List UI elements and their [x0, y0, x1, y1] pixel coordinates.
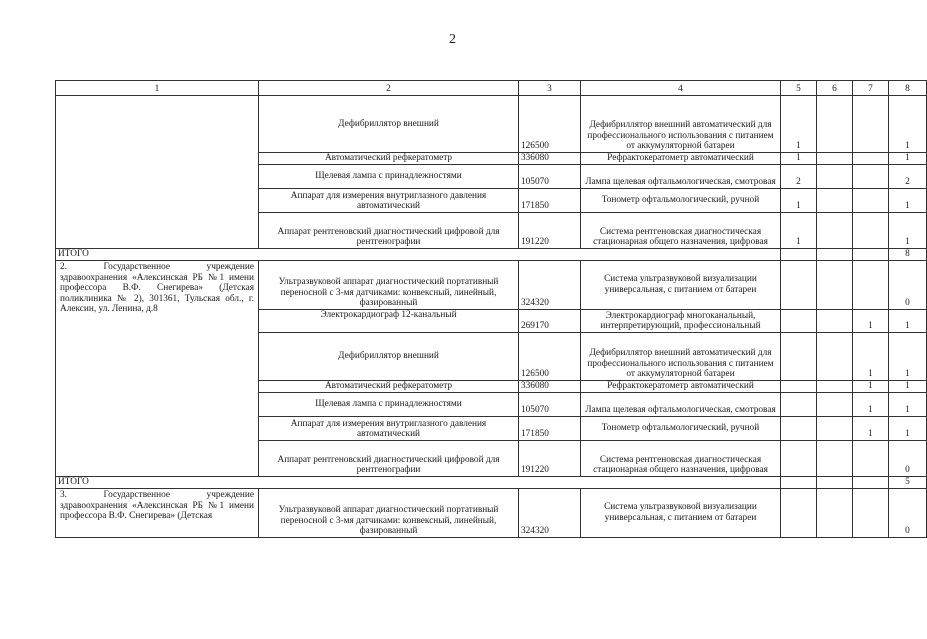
- qty-col6: [817, 165, 853, 189]
- equipment-code: 126500: [519, 333, 581, 381]
- equipment-name: Аппарат для измерения внутриглазного давления автоматический: [259, 189, 519, 213]
- equipment-code: 336080: [519, 153, 581, 165]
- equipment-name: Дефибриллятор внешний: [259, 96, 519, 153]
- header-cell: 4: [581, 81, 781, 96]
- organization-cell: [56, 96, 259, 249]
- organization-cell: 3. Государственное учреждение здравоохранения «Алексинская РБ №1 имени профессора В.Ф. Снегирева» (Детская: [56, 489, 259, 538]
- equipment-code: 191220: [519, 213, 581, 249]
- qty-col7: [853, 165, 889, 189]
- equipment-name: Ультразвуковой аппарат диагностический портативный переносной с 3-мя датчиками: конвексный, линейный, фазированный: [259, 261, 519, 310]
- qty-col6: [817, 333, 853, 381]
- qty-col5: [781, 261, 817, 310]
- equipment-description: Дефибриллятор внешний автоматический для профессионального использования с питанием от аккумуляторной батареи: [581, 96, 781, 153]
- qty-col5: [781, 310, 817, 333]
- qty-col6: [817, 489, 853, 538]
- equipment-description: Электрокардиограф многоканальный, интерпретирующий, профессиональный: [581, 310, 781, 333]
- header-cell: 8: [889, 81, 927, 96]
- equipment-code: 171850: [519, 189, 581, 213]
- qty-col6: [817, 153, 853, 165]
- qty-col6: [817, 96, 853, 153]
- equipment-description: Рефрактокератометр автоматический: [581, 153, 781, 165]
- qty-col6: [817, 441, 853, 477]
- qty-col7: 1: [853, 310, 889, 333]
- qty-col8: 0: [889, 441, 927, 477]
- total-col7: [853, 249, 889, 261]
- table-header-row: [56, 81, 927, 96]
- qty-col8: 1: [889, 213, 927, 249]
- total-col5: [781, 477, 817, 489]
- qty-col5: [781, 333, 817, 381]
- qty-col6: [817, 381, 853, 393]
- qty-col7: 1: [853, 381, 889, 393]
- equipment-code: 336080: [519, 381, 581, 393]
- equipment-description: Дефибриллятор внешний автоматический для профессионального использования с питанием от аккумуляторной батареи: [581, 333, 781, 381]
- total-row: [56, 477, 927, 489]
- total-label: ИТОГО: [56, 249, 781, 261]
- equipment-name: Электрокардиограф 12-канальный: [259, 310, 519, 333]
- total-col5: [781, 249, 817, 261]
- equipment-table: [55, 80, 927, 538]
- qty-col8: 1: [889, 310, 927, 333]
- equipment-description: Лампа щелевая офтальмологическая, смотровая: [581, 393, 781, 417]
- equipment-code: 126500: [519, 96, 581, 153]
- header-cell: 6: [817, 81, 853, 96]
- total-row: [56, 249, 927, 261]
- table-row: [56, 96, 927, 153]
- page-number: 2: [449, 32, 456, 47]
- total-label: ИТОГО: [56, 477, 781, 489]
- equipment-name: Автоматический рефкератометр: [259, 153, 519, 165]
- equipment-code: 105070: [519, 393, 581, 417]
- qty-col8: 1: [889, 96, 927, 153]
- total-col7: [853, 477, 889, 489]
- total-col6: [817, 249, 853, 261]
- qty-col7: [853, 96, 889, 153]
- equipment-code: 324320: [519, 261, 581, 310]
- qty-col5: [781, 381, 817, 393]
- equipment-description: Система рентгеновская диагностическая стационарная общего назначения, цифровая: [581, 213, 781, 249]
- equipment-description: Система ультразвуковой визуализации универсальная, с питанием от батареи: [581, 261, 781, 310]
- qty-col8: 1: [889, 417, 927, 441]
- qty-col8: 2: [889, 165, 927, 189]
- equipment-name: Щелевая лампа с принадлежностями: [259, 165, 519, 189]
- qty-col7: 1: [853, 393, 889, 417]
- qty-col5: 1: [781, 153, 817, 165]
- equipment-name: Ультразвуковой аппарат диагностический портативный переносной с 3-мя датчиками: конвексный, линейный, фазированный: [259, 489, 519, 538]
- qty-col6: [817, 310, 853, 333]
- qty-col5: [781, 489, 817, 538]
- qty-col8: 0: [889, 261, 927, 310]
- qty-col6: [817, 189, 853, 213]
- equipment-description: Тонометр офтальмологический, ручной: [581, 417, 781, 441]
- equipment-name: Автоматический рефкератометр: [259, 381, 519, 393]
- equipment-code: 105070: [519, 165, 581, 189]
- qty-col7: 1: [853, 417, 889, 441]
- equipment-description: Система ультразвуковой визуализации универсальная, с питанием от батареи: [581, 489, 781, 538]
- equipment-description: Лампа щелевая офтальмологическая, смотровая: [581, 165, 781, 189]
- total-value: 5: [889, 477, 927, 489]
- qty-col8: 1: [889, 333, 927, 381]
- equipment-code: 191220: [519, 441, 581, 477]
- qty-col5: [781, 441, 817, 477]
- qty-col7: [853, 441, 889, 477]
- equipment-code: 269170: [519, 310, 581, 333]
- qty-col8: 1: [889, 153, 927, 165]
- qty-col5: 1: [781, 213, 817, 249]
- equipment-name: Аппарат для измерения внутриглазного давления автоматический: [259, 417, 519, 441]
- qty-col6: [817, 393, 853, 417]
- qty-col8: 1: [889, 381, 927, 393]
- header-cell: 1: [56, 81, 259, 96]
- total-value: 8: [889, 249, 927, 261]
- qty-col7: [853, 261, 889, 310]
- qty-col5: 2: [781, 165, 817, 189]
- qty-col5: [781, 417, 817, 441]
- qty-col7: 1: [853, 333, 889, 381]
- qty-col7: [853, 189, 889, 213]
- qty-col7: [853, 489, 889, 538]
- qty-col6: [817, 261, 853, 310]
- equipment-name: Аппарат рентгеновский диагностический цифровой для рентгенографии: [259, 441, 519, 477]
- table-row: [56, 261, 927, 310]
- qty-col6: [817, 417, 853, 441]
- equipment-code: 171850: [519, 417, 581, 441]
- qty-col5: 1: [781, 189, 817, 213]
- qty-col7: [853, 213, 889, 249]
- equipment-code: 324320: [519, 489, 581, 538]
- qty-col7: [853, 153, 889, 165]
- equipment-name: Щелевая лампа с принадлежностями: [259, 393, 519, 417]
- header-cell: 3: [519, 81, 581, 96]
- equipment-description: Тонометр офтальмологический, ручной: [581, 189, 781, 213]
- total-col6: [817, 477, 853, 489]
- equipment-name: Аппарат рентгеновский диагностический цифровой для рентгенографии: [259, 213, 519, 249]
- header-cell: 7: [853, 81, 889, 96]
- qty-col8: 0: [889, 489, 927, 538]
- qty-col5: 1: [781, 96, 817, 153]
- equipment-name: Дефибриллятор внешний: [259, 333, 519, 381]
- equipment-description: Рефрактокератометр автоматический: [581, 381, 781, 393]
- equipment-description: Система рентгеновская диагностическая стационарная общего назначения, цифровая: [581, 441, 781, 477]
- table-row: [56, 489, 927, 538]
- qty-col8: 1: [889, 189, 927, 213]
- qty-col8: 1: [889, 393, 927, 417]
- header-cell: 5: [781, 81, 817, 96]
- organization-cell: 2. Государственное учреждение здравоохранения «Алексинская РБ №1 имени профессора В.Ф. Снегирева» (Детская поликлиника № 2), 301361, Тульская обл., г. Алексин, ул. Ленина, д.8: [56, 261, 259, 477]
- qty-col5: [781, 393, 817, 417]
- qty-col6: [817, 213, 853, 249]
- header-cell: 2: [259, 81, 519, 96]
